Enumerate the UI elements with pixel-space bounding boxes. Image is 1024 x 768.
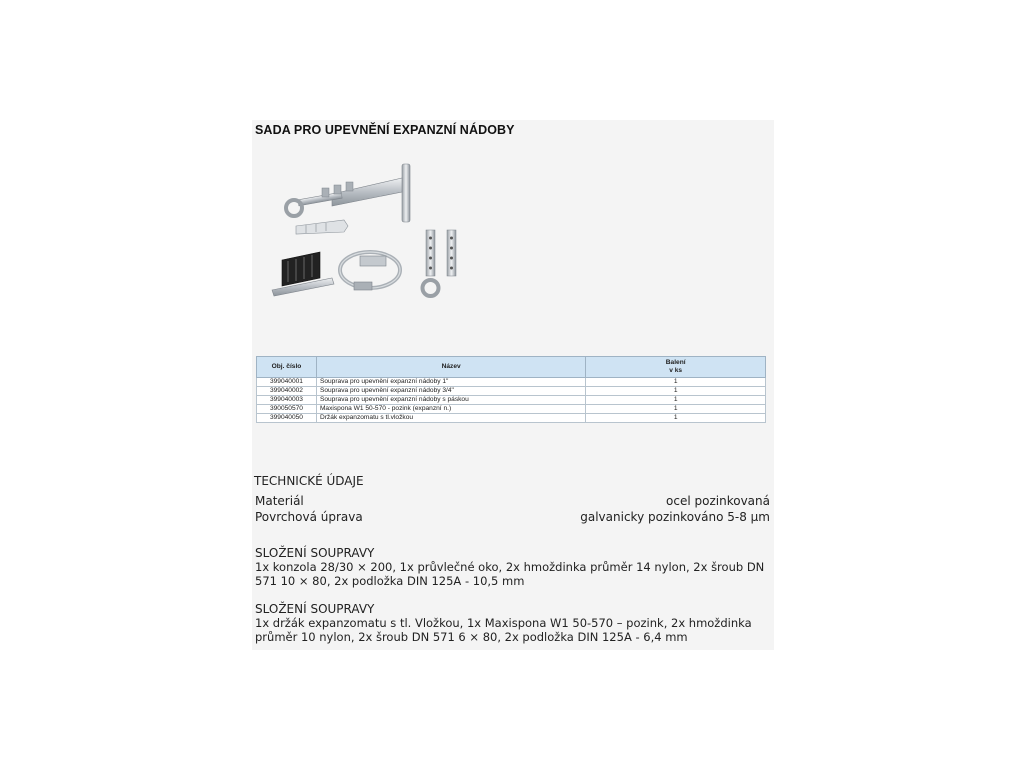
cell-qty: 1 (586, 405, 766, 414)
table-row (257, 387, 766, 396)
cell-name: Souprava pro upevnění expanzní nádoby s páskou (316, 396, 585, 405)
composition-text-2: 1x držák expanzomatu s tl. Vložkou, 1x Maxispona W1 50-570 – pozink, 2x hmoždinka průměr 10 nylon, 2x šroub DN 571 6 × 80, 2x podložka DIN 125A - 6,4 mm (255, 616, 752, 644)
cell-code: 390050570 (257, 405, 317, 414)
cell-qty: 1 (586, 387, 766, 396)
table-row (257, 396, 766, 405)
cell-name: Držák expanzomatu s tl.vložkou (316, 414, 585, 423)
cell-qty: 1 (586, 378, 766, 387)
column-header-name: Název (316, 357, 585, 378)
cell-name: Souprava pro upevnění expanzní nádoby 3/4" (316, 387, 585, 396)
tech-label: Materiál (255, 494, 304, 508)
composition-heading-2: SLOŽENÍ SOUPRAVY (255, 602, 375, 616)
table-row (257, 405, 766, 414)
tech-heading: TECHNICKÉ ÚDAJE (254, 474, 364, 488)
tech-label: Povrchová úprava (255, 510, 363, 524)
column-header-pack-line2: v ks (669, 367, 683, 374)
cell-name: Maxispona W1 50-570 - pozink (expanzní n.) (316, 405, 585, 414)
composition-text-1: 1x konzola 28/30 × 200, 1x průvlečné oko, 2x hmoždinka průměr 14 nylon, 2x šroub DN 571 10 × 80, 2x podložka DIN 125A - 10,5 mm (255, 560, 765, 588)
table-row (257, 414, 766, 423)
table-row (257, 378, 766, 387)
table-header-row (257, 357, 766, 378)
tech-value: galvanicky pozinkováno 5-8 µm (580, 510, 770, 524)
product-image (262, 160, 490, 308)
column-header-pack-line1: Balení (665, 359, 686, 366)
tech-value: ocel pozinkovaná (666, 494, 770, 508)
page-title: SADA PRO UPEVNĚNÍ EXPANZNÍ NÁDOBY (255, 123, 515, 137)
column-header-code: Obj. číslo (257, 357, 317, 378)
composition-heading-1: SLOŽENÍ SOUPRAVY (255, 546, 375, 560)
parts-table (256, 356, 766, 423)
cell-code: 399040001 (257, 378, 317, 387)
cell-code: 399040003 (257, 396, 317, 405)
cell-qty: 1 (586, 396, 766, 405)
cell-code: 399040002 (257, 387, 317, 396)
column-header-pack (586, 357, 766, 378)
cell-name: Souprava pro upevnění expanzní nádoby 1" (316, 378, 585, 387)
cell-qty: 1 (586, 414, 766, 423)
cell-code: 399040050 (257, 414, 317, 423)
